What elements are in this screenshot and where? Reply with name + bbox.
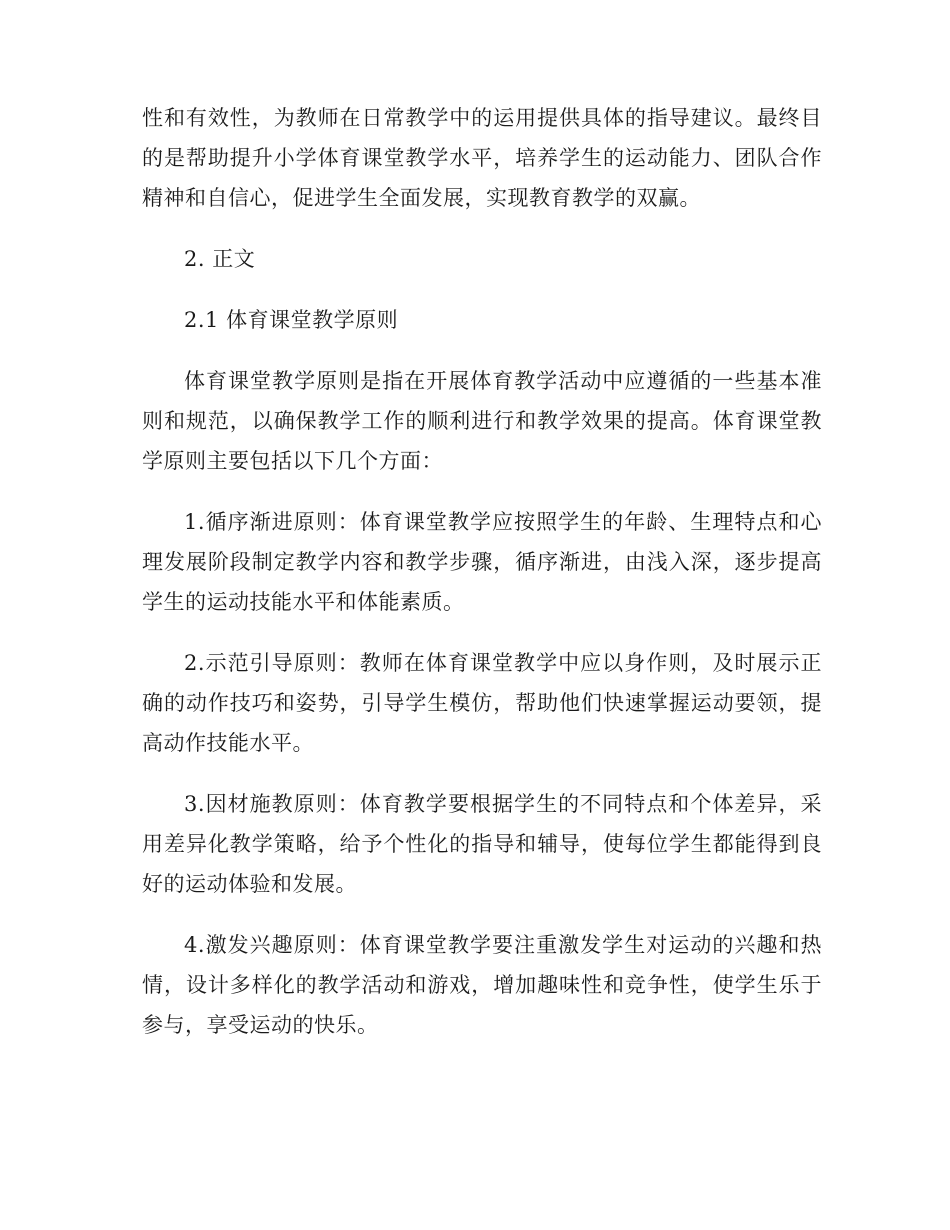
principle-paragraph-3: 3.因材施教原则：体育教学要根据学生的不同特点和个体差异，采用差异化教学策略，给予个性化的指导和辅导，使每位学生都能得到良好的运动体验和发展。 bbox=[142, 792, 822, 896]
subsection-heading: 2.1 体育课堂教学原则 bbox=[184, 308, 399, 332]
intro-paragraph: 体育课堂教学原则是指在开展体育教学活动中应遵循的一些基本准则和规范，以确保教学工作的顺利进行和教学效果的提高。体育课堂教学原则主要包括以下几个方面： bbox=[142, 369, 822, 473]
principle-paragraph-4: 4.激发兴趣原则：体育课堂教学要注重激发学生对运动的兴趣和热情，设计多样化的教学活动和游戏，增加趣味性和竞争性，使学生乐于参与，享受运动的快乐。 bbox=[142, 933, 822, 1037]
principle-paragraph-2: 2.示范引导原则：教师在体育课堂教学中应以身作则，及时展示正确的动作技巧和姿势，引导学生模仿，帮助他们快速掌握运动要领，提高动作技能水平。 bbox=[142, 651, 822, 755]
continued-paragraph: 性和有效性，为教师在日常教学中的运用提供具体的指导建议。最终目的是帮助提升小学体育课堂教学水平，培养学生的运动能力、团队合作精神和自信心，促进学生全面发展，实现教育教学的双赢。 bbox=[142, 106, 822, 210]
document-body bbox=[142, 98, 822, 1066]
principle-paragraph-1: 1.循序渐进原则：体育课堂教学应按照学生的年龄、生理特点和心理发展阶段制定教学内容和教学步骤，循序渐进，由浅入深，逐步提高学生的运动技能水平和体能素质。 bbox=[142, 510, 822, 614]
section-heading: 2. 正文 bbox=[184, 247, 256, 271]
